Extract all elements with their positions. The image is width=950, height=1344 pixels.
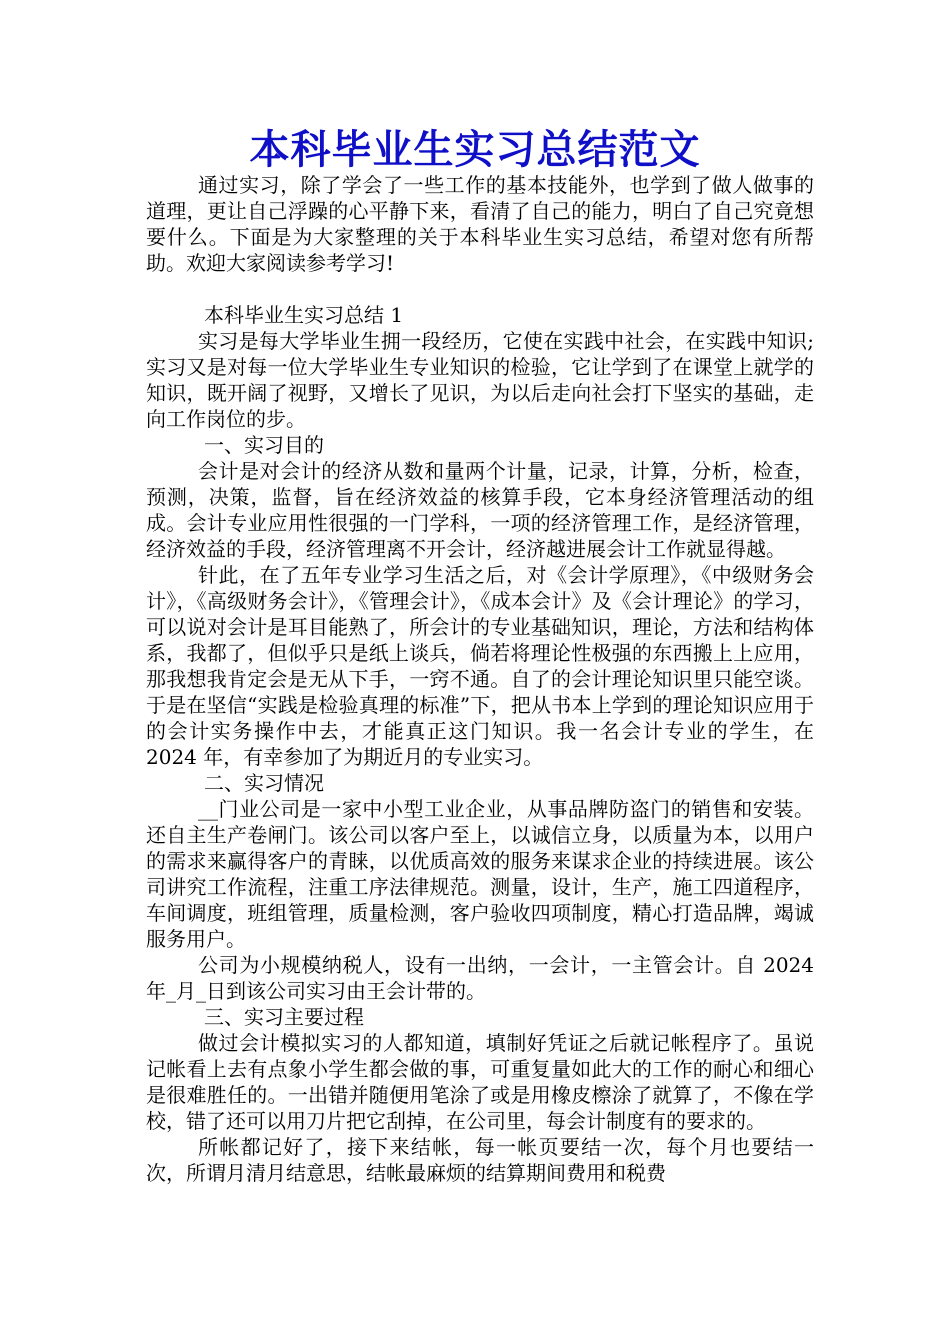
document-title: 本科毕业生实习总结范文 xyxy=(249,127,701,173)
section-heading-summary-1: 本科毕业生实习总结 1 xyxy=(204,303,404,327)
section-heading-purpose: 一、实习目的 xyxy=(204,433,324,457)
body-paragraph: 会计是对会计的经济从数和量两个计量，记录，计算，分析，检查，预测，决策，监督，旨在经济效益的核算手段，它本身经济管理活动的组成。会计专业应用性很强的一门学科，一项的经济管理工作，是经济管理，经济效益的手段，经济管理离不开会计，经济越进展会计工作就显得越。 xyxy=(146,459,814,561)
body-paragraph: 实习是每大学毕业生拥一段经历，它使在实践中社会，在实践中知识;实习又是对每一位大学毕业生专业知识的检验，它让学到了在课堂上就学的知识，既开阔了视野，又增长了见识，为以后走向社会打下坚实的基础，走向工作岗位的步。 xyxy=(146,329,814,431)
section-heading-process: 三、实习主要过程 xyxy=(204,1005,364,1029)
body-paragraph: __门业公司是一家中小型工业企业，从事品牌防盗门的销售和安装。还自主生产卷闸门。该公司以客户至上，以诚信立身，以质量为本，以用户的需求来赢得客户的青睐，以优质高效的服务来谋求企业的持续进展。该公司讲究工作流程，注重工序法律规范。测量，设计，生产，施工四道程序，车间调度，班组管理，质量检测，客户验收四项制度，精心打造品牌，竭诚服务用户。 xyxy=(146,797,814,951)
body-paragraph: 做过会计模拟实习的人都知道，填制好凭证之后就记帐程序了。虽说记帐看上去有点象小学生都会做的事，可重复量如此大的工作的耐心和细心是很难胜任的。一出错并随便用笔涂了或是用橡皮檫涂了就算了，不像在学校，错了还可以用刀片把它刮掉，在公司里，每会计制度有的要求的。 xyxy=(146,1031,814,1133)
document-body xyxy=(146,172,814,1186)
body-paragraph: 针此，在了五年专业学习生活之后，对《会计学原理》，《中级财务会计》，《高级财务会计》，《管理会计》，《成本会计》及《会计理论》的学习，可以说对会计是耳目能熟了，所会计的专业基础知识，理论，方法和结构体系，我都了，但似乎只是纸上谈兵，倘若将理论性极强的东西搬上上应用，那我想我肯定会是无从下手，一窍不通。自了的会计理论知识里只能空谈。于是在坚信“实践是检验真理的标准”下，把从书本上学到的理论知识应用于的会计实务操作中去，才能真正这门知识。我一名会计专业的学生，在 2024 年，有幸参加了为期近月的专业实习。 xyxy=(146,563,814,769)
intro-paragraph: 通过实习，除了学会了一些工作的基本技能外，也学到了做人做事的道理，更让自己浮躁的心平静下来，看清了自己的能力，明白了自己究竟想要什么。下面是为大家整理的关于本科毕业生实习总结，希望对您有所帮助。欢迎大家阅读参考学习! xyxy=(146,173,814,275)
section-heading-situation: 二、实习情况 xyxy=(204,771,324,795)
body-paragraph: 公司为小规模纳税人，设有一出纳，一会计，一主管会计。自 2024 年_月_日到该公司实习由王会计带的。 xyxy=(146,953,814,1003)
body-paragraph: 所帐都记好了，接下来结帐，每一帐页要结一次，每个月也要结一次，所谓月清月结意思，结帐最麻烦的结算期间费用和税费 xyxy=(146,1135,814,1185)
